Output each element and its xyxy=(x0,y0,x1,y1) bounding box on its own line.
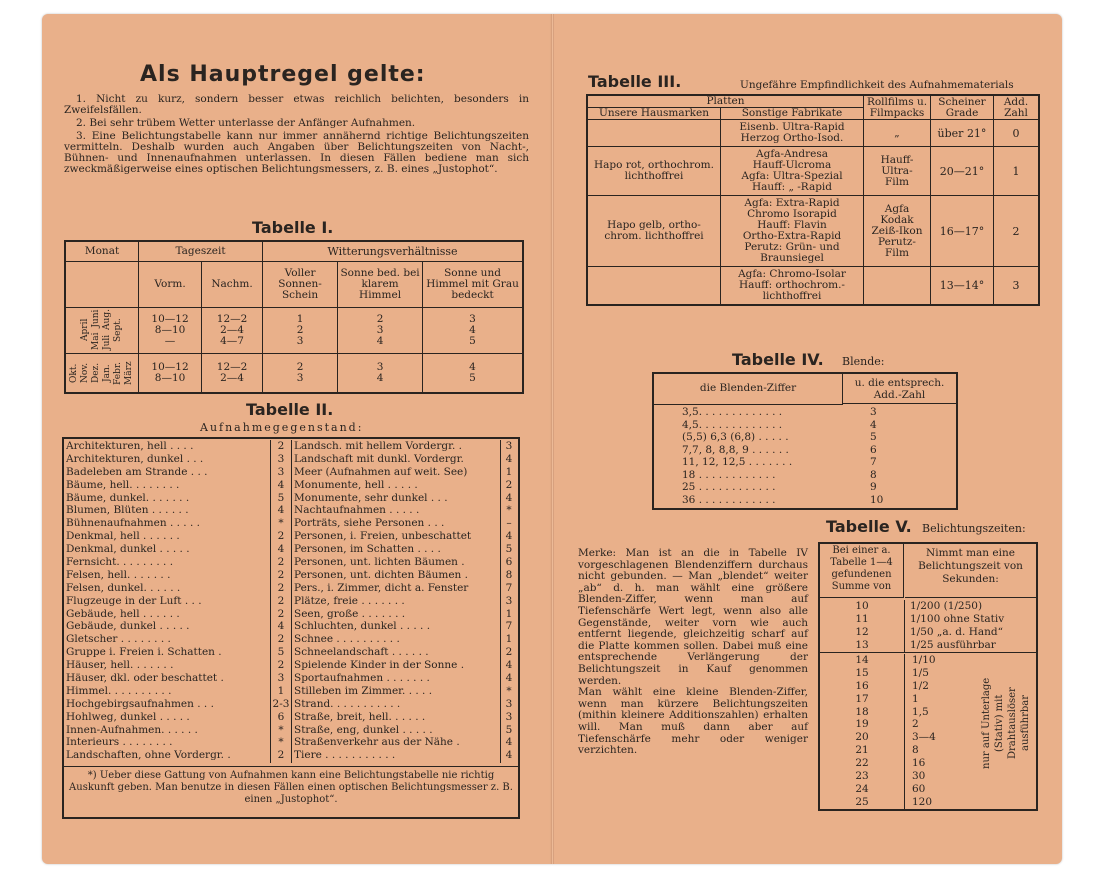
t1-r1-vorm: 10—12 8—10 — xyxy=(139,307,202,353)
main-heading: Als Hauptregel gelte: xyxy=(140,62,426,87)
subject-item: Nachtaufnahmen . . . . . xyxy=(294,504,420,517)
t3-h-grade: Scheiner Grade xyxy=(931,95,994,120)
subject-number: 4 xyxy=(505,659,513,672)
time-value: 3—4 xyxy=(912,731,936,744)
sum-value: 11 xyxy=(855,612,869,625)
table3-subtitle: Ungefähre Empfindlichkeit des Aufnahmematerials xyxy=(740,79,1014,91)
t4-row xyxy=(682,469,954,482)
aperture-value: 4,5. . . . . . . . . . . . . xyxy=(682,418,783,431)
subject-number: 3 xyxy=(505,710,513,723)
add-number: 5 xyxy=(870,431,877,443)
sum-value: 16 xyxy=(855,679,869,692)
aperture-value: 11, 12, 12,5 . . . . . . . xyxy=(682,456,793,468)
t4-h2: u. die entsprech. Add.-Zahl xyxy=(843,374,956,404)
subject-item: Häuser, dkl. oder beschattet . xyxy=(66,672,224,685)
subject-item: Denkmal, dunkel . . . . . xyxy=(66,543,190,556)
subject-item: Architekturen, hell . . . . xyxy=(66,440,194,452)
t3-h-roll: Rollfilms u. Filmpacks xyxy=(864,95,931,120)
t5-sums-a xyxy=(820,600,905,652)
time-value: 1/50 „a. d. Hand“ xyxy=(910,625,1003,638)
sum-value: 24 xyxy=(855,782,869,795)
t1-h-tageszeit: Tageszeit xyxy=(139,241,263,261)
t1-r1-c1: 1 2 3 xyxy=(263,307,338,353)
subject-number: 5 xyxy=(277,491,285,504)
add-number: 9 xyxy=(870,481,877,493)
t2-left-numbers xyxy=(270,440,292,763)
subject-number: 6 xyxy=(277,710,285,723)
time-value: 60 xyxy=(912,782,926,795)
subject-item: Flugzeuge in der Luft . . . xyxy=(66,594,202,607)
subject-number: 4 xyxy=(505,749,513,762)
t5-vertical-note: nur auf Unterlage (Stativ) mit Drahtauslöser ausführbar xyxy=(981,677,1031,769)
t3-h-haus: Unsere Hausmarken xyxy=(587,108,721,120)
subject-number: 7 xyxy=(505,620,513,633)
subject-number: 2 xyxy=(505,478,513,491)
t1-h-witterung: Witterungsverhältnisse xyxy=(263,241,523,261)
t5-divider xyxy=(820,652,1036,653)
subject-item: Gebäude, dunkel . . . . . xyxy=(66,620,190,633)
t1-h-nachm: Nachm. xyxy=(202,261,263,307)
subject-number: 2 xyxy=(277,530,285,543)
book-fold xyxy=(551,14,554,864)
subject-item: Schnee . . . . . . . . . . xyxy=(294,633,400,646)
aperture-value: 25 . . . . . . . . . . . . xyxy=(682,481,776,493)
t5-times-a xyxy=(910,600,1034,652)
rules-text xyxy=(64,94,529,177)
subject-number: 2 xyxy=(277,581,285,594)
subject-number: 1 xyxy=(505,465,513,478)
time-value: 1/5 xyxy=(912,666,929,679)
subject-number: 4 xyxy=(277,478,285,491)
t1-r1-nachm: 12—2 2—4 4—7 xyxy=(202,307,263,353)
table5-subtitle: Belichtungszeiten: xyxy=(922,522,1026,535)
t1-r2-nachm: 12—2 2—4 xyxy=(202,353,263,393)
subject-number: – xyxy=(506,517,512,530)
time-value: 1/200 (1/250) xyxy=(910,600,983,612)
sum-value: 20 xyxy=(855,731,869,744)
subject-number: 2 xyxy=(277,749,285,762)
t4-row xyxy=(682,494,954,507)
subject-number: 4 xyxy=(505,736,513,749)
subject-item: Bäume, hell. . . . . . . . xyxy=(66,478,180,491)
sum-value: 18 xyxy=(855,705,869,718)
subject-item: Personen, i. Freien, unbeschattet xyxy=(294,530,472,543)
subject-item: Bäume, dunkel. . . . . . . xyxy=(66,491,190,504)
add-number: 7 xyxy=(870,456,877,468)
t4-row xyxy=(682,431,954,444)
subject-item: Landsch. mit hellem Vordergr. . xyxy=(294,440,463,452)
t5-h1: Bei einer a. Tabelle 1—4 gefundenen Summe von xyxy=(820,544,904,598)
t2-left-items xyxy=(66,440,269,762)
subject-number: 4 xyxy=(277,504,285,517)
subject-item: Strand. . . . . . . . . . . xyxy=(294,697,401,710)
time-value: 30 xyxy=(912,770,926,783)
table4-title: Tabelle IV. xyxy=(732,350,824,369)
table3-title: Tabelle III. xyxy=(588,72,682,91)
subject-item: Felsen, hell. . . . . . . xyxy=(66,568,171,581)
t2-footnote: *) Ueber diese Gattung von Aufnahmen kann eine Belichtungstabelle nie richtig Auskunft geben. Man benutze in diesen Fällen einen optischen Belichtungsmesser z. B. einen „Justophot“. xyxy=(64,766,518,806)
t3-row xyxy=(587,147,1039,196)
t3-cell-grade: über 21° xyxy=(931,120,994,147)
subject-item: Sportaufnahmen . . . . . . . xyxy=(294,672,430,685)
subject-number: * xyxy=(506,684,512,697)
subject-number: 3 xyxy=(277,672,285,685)
subject-number: * xyxy=(506,504,512,517)
subject-item: Tiere . . . . . . . . . . . xyxy=(294,749,396,762)
subject-item: Stilleben im Zimmer. . . . . xyxy=(294,684,433,697)
t4-h1: die Blenden-Ziffer xyxy=(654,374,843,405)
t3-cell-haus xyxy=(587,267,721,306)
subject-number: 3 xyxy=(505,440,513,452)
subject-number: * xyxy=(278,517,284,530)
table5-title: Tabelle V. xyxy=(826,517,912,536)
sum-value: 21 xyxy=(855,744,869,757)
time-value: 2 xyxy=(912,718,919,731)
subject-number: 2 xyxy=(505,646,513,659)
table4-subtitle: Blende: xyxy=(842,355,885,368)
subject-item: Straße, eng, dunkel . . . . . xyxy=(294,723,433,736)
add-number: 6 xyxy=(870,443,877,456)
subject-item: Personen, unt. lichten Bäumen . xyxy=(294,556,465,569)
time-value: 8 xyxy=(912,744,919,757)
subject-item: Interieurs . . . . . . . . xyxy=(66,736,173,749)
aperture-value: 18 . . . . . . . . . . . . xyxy=(682,468,776,481)
subject-number: 8 xyxy=(505,568,513,581)
add-number: 3 xyxy=(870,406,877,418)
subject-number: 4 xyxy=(505,452,513,465)
subject-item: Felsen, dunkel. . . . . . xyxy=(66,581,181,594)
subject-item: Hochgebirgsaufnahmen . . . xyxy=(66,697,214,710)
sum-value: 22 xyxy=(855,757,869,770)
subject-item: Schluchten, dunkel . . . . . xyxy=(294,620,431,633)
t3-cell-roll xyxy=(864,267,931,306)
subject-item: Plätze, freie . . . . . . . xyxy=(294,594,405,607)
t3-cell-sonst: Agfa: Chromo-Isolar Hauff: orthochrom.- lichthoffrei xyxy=(721,267,864,306)
t1-h-monat: Monat xyxy=(65,241,139,261)
subject-item: Personen, im Schatten . . . . xyxy=(294,543,441,556)
subject-item: Gletscher . . . . . . . . xyxy=(66,633,171,646)
merke-text: Merke: Man ist an die in Tabelle IV vorgeschlagenen Blendenziffern durchaus nicht gebunden. — Man „blendet“ weiter „ab“ d. h. man wählt eine größere Blenden-Ziffer, wenn man auf Tiefenschärfe Wert legt, wenn also alle Gegenstände, weiter vorn wie auch entfernt liegende, gleichzeitig scharf auf die Platte kommen sollen. Dabei muß eine entsprechende Verlängerung der Belichtungszeit in Kauf genommen werden. Man wählt eine kleine Blenden-Ziffer, wenn man kürzere Belichtungszeiten (mithin kleinere Additionszahlen) erhalten will. Man muß dann aber auf Tiefenschärfe mehr oder weniger verzichten. xyxy=(578,547,808,757)
subject-item: Gruppe i. Freien i. Schatten . xyxy=(66,646,222,659)
sum-value: 14 xyxy=(855,654,869,666)
subject-number: 2 xyxy=(277,440,285,452)
table2 xyxy=(62,437,520,819)
t1-r2-c1: 2 3 xyxy=(263,353,338,393)
subject-number: 2 xyxy=(277,659,285,672)
subject-number: 6 xyxy=(505,556,513,569)
subject-item: Landschaft mit dunkl. Vordergr. xyxy=(294,452,464,465)
aperture-value: 7,7, 8, 8,8, 9 . . . . . . xyxy=(682,443,789,456)
subject-number: 3 xyxy=(505,594,513,607)
subject-item: Straße, breit, hell. . . . . . xyxy=(294,710,426,723)
subject-item: Schneelandschaft . . . . . . xyxy=(294,646,429,659)
subject-number: * xyxy=(278,736,284,749)
add-number: 10 xyxy=(870,493,884,506)
t3-row xyxy=(587,120,1039,147)
time-value: 1/25 ausführbar xyxy=(910,638,996,651)
rule-3: 3. Eine Belichtungstabelle kann nur immer annähernd richtige Belichtungszeiten vermitteln. Deshalb wurden auch Angaben über Belichtungszeiten von Nacht-, Bühnen- und Innenaufnahmen unterlassen. In diesen Fällen bediene man sich zweckmäßigerweise eines optischen Belichtungsmessers, z. B. eines „Justophot“. xyxy=(64,130,529,175)
subject-item: Spielende Kinder in der Sonne . xyxy=(294,659,465,672)
t3-cell-add: 0 xyxy=(994,120,1040,147)
aperture-value: 36 . . . . . . . . . . . . xyxy=(682,493,776,506)
sum-value: 23 xyxy=(855,770,869,783)
t3-row xyxy=(587,196,1039,267)
subject-item: Häuser, hell. . . . . . . xyxy=(66,659,174,672)
t1-h-c3: Sonne und Himmel mit Grau bedeckt xyxy=(423,261,523,307)
subject-item: Innen-Aufnahmen. . . . . . xyxy=(66,723,198,736)
table5 xyxy=(818,542,1038,811)
subject-item: Architekturen, dunkel . . . xyxy=(66,452,204,465)
subject-number: 2-3 xyxy=(272,697,290,710)
subject-number: 5 xyxy=(505,543,513,556)
t1-months-2 xyxy=(65,353,139,393)
time-value: 1,5 xyxy=(912,705,929,718)
subject-number: 2 xyxy=(277,594,285,607)
subject-item: Monumente, hell . . . . . xyxy=(294,478,418,491)
subject-number: 1 xyxy=(277,684,285,697)
time-value: 16 xyxy=(912,757,926,770)
subject-number: 2 xyxy=(277,607,285,620)
t1-r1-c2: 2 3 4 xyxy=(338,307,423,353)
t4-rows xyxy=(682,406,954,506)
t3-cell-add: 3 xyxy=(994,267,1040,306)
t2-right-numbers xyxy=(500,440,517,763)
t1-h-c1: Voller Sonnen-Schein xyxy=(263,261,338,307)
t5-h2: Nimmt man eine Belichtungszeit von Sekunden: xyxy=(905,544,1036,598)
t5-times-b xyxy=(912,654,972,809)
t4-row xyxy=(682,419,954,432)
subject-number: 4 xyxy=(505,672,513,685)
t3-cell-roll: Agfa Kodak Zeiß-Ikon Perutz- Film xyxy=(864,196,931,267)
subject-item: Porträts, siehe Personen . . . xyxy=(294,517,445,530)
subject-number: 7 xyxy=(505,581,513,594)
table3 xyxy=(586,94,1040,306)
t3-cell-haus xyxy=(587,120,721,147)
subject-number: 1 xyxy=(505,607,513,620)
subject-item: Fernsicht. . . . . . . . . xyxy=(66,556,174,569)
subject-number: 2 xyxy=(277,633,285,646)
subject-item: Blumen, Blüten . . . . . . xyxy=(66,504,189,517)
time-value: 1/2 xyxy=(912,679,929,692)
sum-value: 10 xyxy=(855,600,869,612)
t5-sums-b xyxy=(820,654,905,809)
subject-number: 5 xyxy=(505,723,513,736)
t1-h-vorm: Vorm. xyxy=(139,261,202,307)
sum-value: 25 xyxy=(855,795,869,808)
sum-value: 15 xyxy=(855,666,869,679)
subject-item: Gebäude, hell . . . . . . xyxy=(66,607,180,620)
table2-subtitle: Aufnahmegegenstand: xyxy=(200,421,364,434)
time-value: 1/100 ohne Stativ xyxy=(910,612,1005,625)
subject-item: Personen, unt. dichten Bäumen . xyxy=(294,568,468,581)
add-number: 8 xyxy=(870,468,877,481)
t3-h-sonst: Sonstige Fabrikate xyxy=(721,108,864,120)
t1-months-2-text: Okt. Nov. Dez. Jan. Febr. März xyxy=(69,360,135,385)
subject-item: Meer (Aufnahmen auf weit. See) xyxy=(294,465,468,478)
t4-row xyxy=(682,444,954,457)
subject-item: Bühnenaufnahmen . . . . . xyxy=(66,517,200,530)
table2-title: Tabelle II. xyxy=(246,400,334,419)
t3-cell-roll: Hauff- Ultra- Film xyxy=(864,147,931,196)
t1-r1-c3: 3 4 5 xyxy=(423,307,523,353)
t1-h-c2: Sonne bed. bei klarem Himmel xyxy=(338,261,423,307)
subject-number: * xyxy=(278,723,284,736)
t3-cell-grade: 20—21° xyxy=(931,147,994,196)
t3-cell-add: 1 xyxy=(994,147,1040,196)
subject-number: 4 xyxy=(277,620,285,633)
rule-1: 1. Nicht zu kurz, sondern besser etwas reichlich belichten, besonders in Zweifelsfällen. xyxy=(64,93,529,116)
table1-title: Tabelle I. xyxy=(252,218,334,237)
subject-item: Monumente, sehr dunkel . . . xyxy=(294,491,448,504)
t3-cell-haus: Hapo rot, orthochrom. lichthoffrei xyxy=(587,147,721,196)
t1-h-blank xyxy=(65,261,139,307)
t3-cell-sonst: Agfa: Extra-Rapid Chromo Isorapid Hauff: Flavin Ortho-Extra-Rapid Perutz: Grün- und Braunsiegel xyxy=(721,196,864,267)
t1-months-1-text: April Mai Juni Juli Aug. Sept. xyxy=(80,309,124,351)
t3-cell-sonst: Eisenb. Ultra-Rapid Herzog Ortho-Isod. xyxy=(721,120,864,147)
t3-cell-grade: 13—14° xyxy=(931,267,994,306)
subject-number: 5 xyxy=(277,646,285,659)
t3-row xyxy=(587,267,1039,306)
subject-item: Straßenverkehr aus der Nähe . xyxy=(294,736,460,749)
subject-number: 3 xyxy=(505,697,513,710)
subject-number: 4 xyxy=(277,543,285,556)
subject-item: Badeleben am Strande . . . xyxy=(66,465,208,478)
table1 xyxy=(64,240,524,394)
t3-h-add: Add. Zahl xyxy=(994,95,1040,120)
sum-value: 19 xyxy=(855,718,869,731)
t1-r2-vorm: 10—12 8—10 xyxy=(139,353,202,393)
subject-item: Seen, große . . . . . . . xyxy=(294,607,406,620)
subject-number: 3 xyxy=(277,465,285,478)
table4 xyxy=(652,372,958,510)
rule-2: 2. Bei sehr trübem Wetter unterlasse der Anfänger Aufnahmen. xyxy=(76,117,416,129)
subject-item: Landschaften, ohne Vordergr. . xyxy=(66,749,231,762)
t1-months-1 xyxy=(65,307,139,353)
t4-row xyxy=(682,481,954,494)
t3-h-platten: Platten xyxy=(587,95,864,108)
t2-right-items xyxy=(294,440,499,762)
t4-row xyxy=(682,456,954,469)
subject-item: Denkmal, hell . . . . . . xyxy=(66,530,180,543)
subject-number: 4 xyxy=(505,491,513,504)
aperture-value: 3,5. . . . . . . . . . . . . xyxy=(682,406,783,418)
subject-number: 2 xyxy=(277,556,285,569)
t1-r2-c3: 4 5 xyxy=(423,353,523,393)
t1-r2-c2: 3 4 xyxy=(338,353,423,393)
subject-number: 1 xyxy=(505,633,513,646)
subject-item: Pers., i. Zimmer, dicht a. Fenster xyxy=(294,581,469,594)
subject-number: 2 xyxy=(277,568,285,581)
t3-cell-grade: 16—17° xyxy=(931,196,994,267)
time-value: 1 xyxy=(912,692,919,705)
sum-value: 13 xyxy=(855,638,869,651)
t3-cell-haus: Hapo gelb, ortho- chrom. lichthoffrei xyxy=(587,196,721,267)
sum-value: 12 xyxy=(855,625,869,638)
subject-item: Hohlweg, dunkel . . . . . xyxy=(66,710,190,723)
sum-value: 17 xyxy=(855,692,869,705)
subject-number: 3 xyxy=(277,452,285,465)
time-value: 1/10 xyxy=(912,654,936,666)
add-number: 4 xyxy=(870,418,877,431)
time-value: 120 xyxy=(912,795,933,808)
subject-item: Himmel. . . . . . . . . . xyxy=(66,684,172,697)
t3-cell-sonst: Agfa-Andresa Hauff-Ulcroma Agfa: Ultra-Spezial Hauff: „ -Rapid xyxy=(721,147,864,196)
aperture-value: (5,5) 6,3 (6,8) . . . . . xyxy=(682,431,789,443)
t3-cell-roll: „ xyxy=(864,120,931,147)
t4-row xyxy=(682,406,954,419)
t3-cell-add: 2 xyxy=(994,196,1040,267)
subject-number: 4 xyxy=(505,530,513,543)
